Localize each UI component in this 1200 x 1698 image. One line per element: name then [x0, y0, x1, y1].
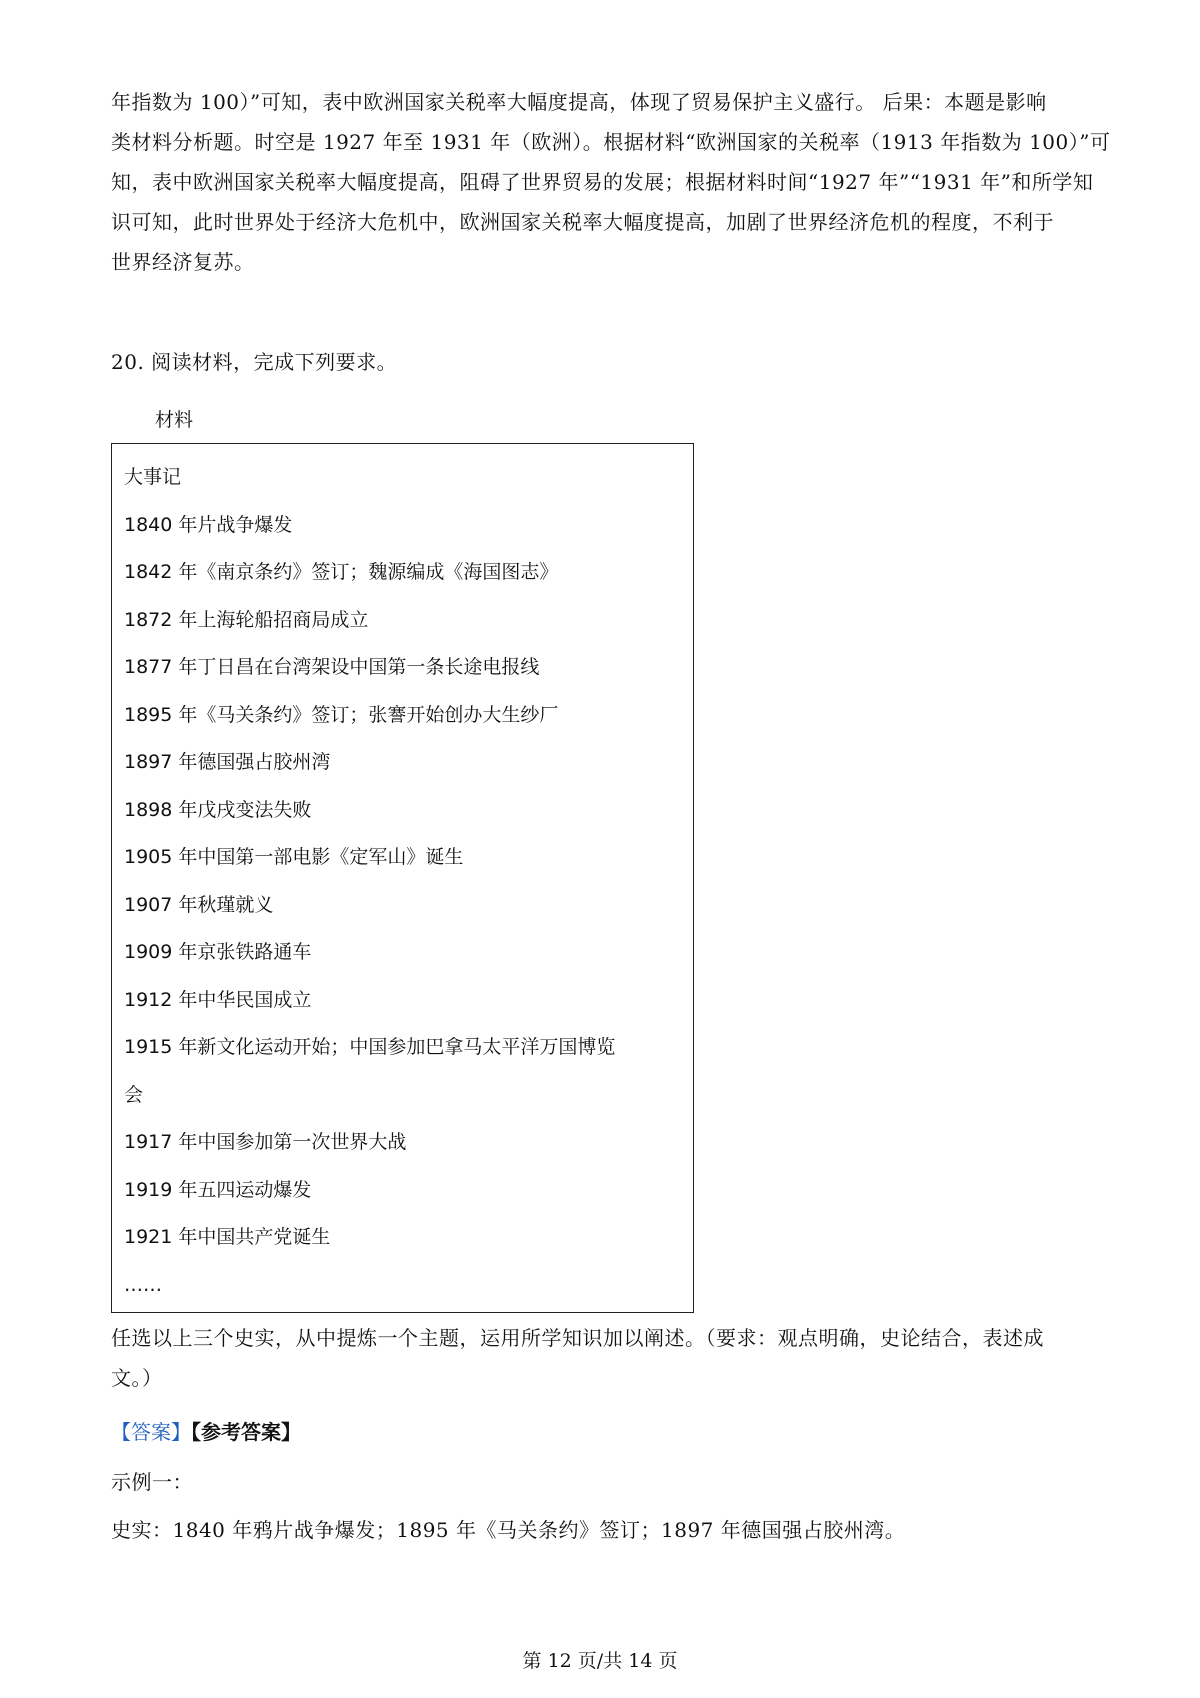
question-title: 20. 阅读材料，完成下列要求。	[111, 350, 398, 374]
event-item: 1895 年《马关条约》签订；张謇开始创办大生纱厂	[124, 703, 559, 726]
event-item: 1842 年《南京条约》签订；魏源编成《海国图志》	[124, 561, 559, 583]
event-item: 1898 年戊戌变法失败	[124, 798, 312, 821]
event-list	[124, 454, 684, 1309]
answer-tag: 【答案】	[111, 1420, 191, 1444]
answer-header	[111, 1412, 301, 1452]
example-label: 示例一：	[111, 1470, 193, 1494]
event-item: 1877 年丁日昌在台湾架设中国第一条长途电报线	[124, 656, 540, 678]
event-item: 1919 年五四运动爆发	[124, 1178, 312, 1201]
event-item: 1840 年片战争爆发	[124, 513, 293, 536]
requirement-paragraph	[111, 1318, 1101, 1398]
event-item: 1917 年中国参加第一次世界大战	[124, 1131, 407, 1153]
intro-paragraph	[111, 82, 1111, 282]
event-item: 1912 年中华民国成立	[124, 988, 312, 1011]
intro-line: 世界经济复苏。	[111, 250, 255, 274]
requirement-line: 任选以上三个史实，从中提炼一个主题，运用所学知识加以阐述。（要求：观点明确，史论结合，表述成	[111, 1326, 1044, 1350]
material-box	[111, 443, 694, 1313]
event-item: 1907 年秋瑾就义	[124, 893, 274, 916]
event-item: 1915 年新文化运动开始；中国参加巴拿马太平洋万国博览	[124, 1036, 616, 1058]
intro-line: 识可知，此时世界处于经济大危机中，欧洲国家关税率大幅度提高，加剧了世界经济危机的程度，不利于	[111, 210, 1054, 234]
event-item: 1897 年德国强占胶州湾	[124, 751, 331, 773]
example-facts: 史实：1840 年鸦片战争爆发；1895 年《马关条约》签订；1897 年德国强占胶州湾。	[111, 1518, 906, 1542]
material-label: 材料	[155, 409, 194, 431]
page-footer: 第 12 页/共 14 页	[522, 1650, 678, 1672]
event-item: 1905 年中国第一部电影《定军山》诞生	[124, 846, 464, 868]
reference-answer-tag: 【参考答案】	[191, 1420, 301, 1444]
event-item: 1921 年中国共产党诞生	[124, 1226, 331, 1248]
event-item: ……	[124, 1273, 162, 1296]
event-item: 1909 年京张铁路通车	[124, 941, 312, 963]
intro-line: 年指数为 100）”可知，表中欧洲国家关税率大幅度提高，体现了贸易保护主义盛行。 后果：本题是影响	[111, 90, 1047, 114]
box-heading: 大事记	[124, 466, 182, 488]
event-item: 会	[124, 1083, 144, 1106]
event-item: 1872 年上海轮船招商局成立	[124, 608, 369, 631]
intro-line: 类材料分析题。时空是 1927 年至 1931 年（欧洲）。根据材料“欧洲国家的关税率（1913 年指数为 100）”可	[111, 130, 1111, 154]
intro-line: 知，表中欧洲国家关税率大幅度提高，阻碍了世界贸易的发展；根据材料时间“1927 年”“1931 年”和所学知	[111, 170, 1094, 194]
requirement-line: 文。）	[111, 1366, 163, 1390]
